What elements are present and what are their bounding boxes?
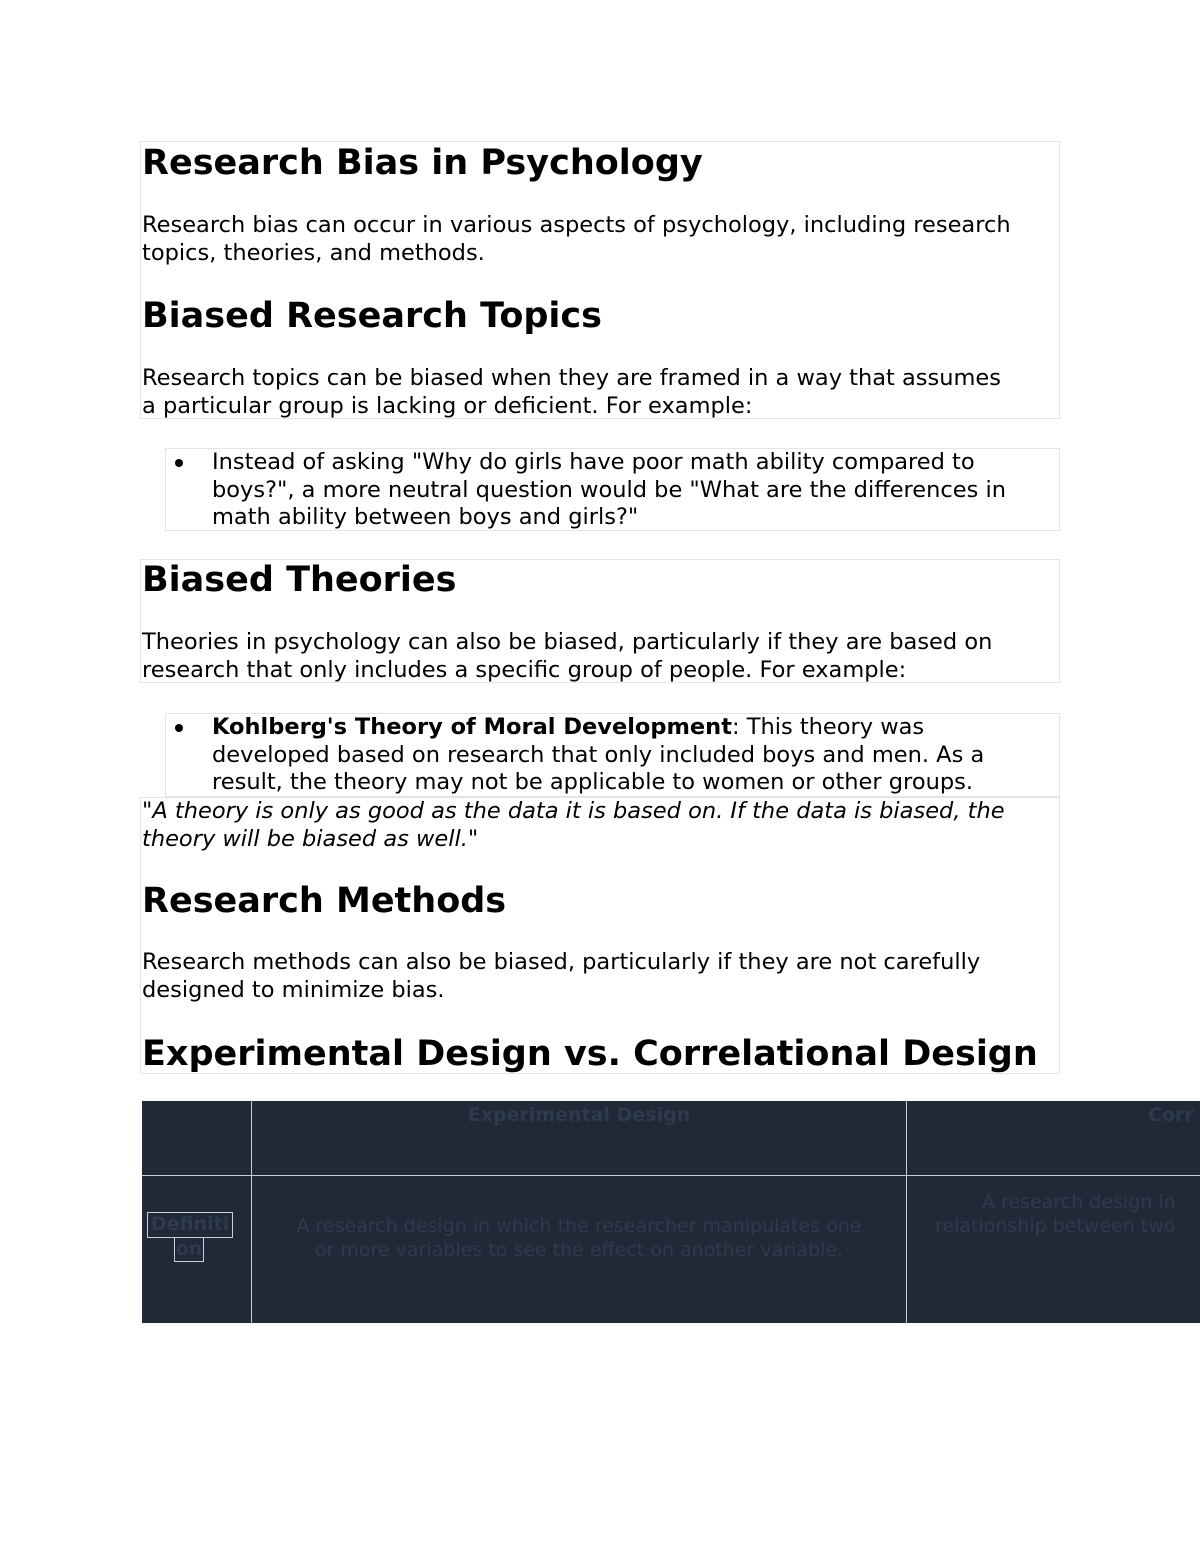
theories-bullet-item	[212, 714, 984, 797]
methods-line-2: designed to minimize bias.	[142, 977, 445, 1003]
topics-line-1: Research topics can be biased when they are framed in a way that assumes	[142, 365, 1001, 391]
correlational-definition-line-1: A research design in	[982, 1191, 1176, 1213]
topics-paragraph	[142, 364, 1057, 420]
table-header-correlational: Corr	[1148, 1104, 1194, 1126]
experimental-definition-cell	[252, 1214, 906, 1262]
intro-line-2: topics, theories, and methods.	[142, 240, 485, 266]
row-label-definition: Definiti	[147, 1212, 233, 1238]
theories-bullet-line-2: developed based on research that only included boys and men. As a	[212, 741, 985, 768]
methods-paragraph	[142, 948, 1057, 1004]
topics-line-2: a particular group is lacking or deficient. For example:	[142, 393, 753, 419]
topics-bullet-line-1: Instead of asking "Why do girls have poor math ability compared to	[212, 449, 975, 475]
table-column-divider	[251, 1101, 252, 1323]
theories-bullet-line-1	[212, 714, 984, 742]
comparison-heading: Experimental Design vs. Correlational Design	[142, 1034, 1038, 1074]
table-row-divider	[142, 1175, 1200, 1176]
table-header-experimental: Experimental Design	[467, 1104, 691, 1126]
theories-heading: Biased Theories	[142, 560, 457, 600]
intro-paragraph	[142, 211, 1057, 267]
theories-bullet-line-1-rest: : This theory was	[731, 714, 925, 740]
theories-paragraph	[142, 628, 1057, 684]
experimental-definition-line-2: or more variables to see the effect on another variable.	[314, 1239, 844, 1261]
theories-bullet-line-3: result, the theory may not be applicable to women or other groups.	[212, 769, 974, 795]
quote-line-1: "A theory is only as good as the data it is based on. If the data is biased, the	[142, 798, 1005, 824]
kohlberg-theory-name: Kohlberg's Theory of Moral Development	[212, 714, 732, 740]
methods-heading: Research Methods	[142, 881, 507, 921]
correlational-definition-cell	[935, 1190, 1176, 1238]
bullet-dot	[175, 459, 183, 467]
theories-line-2: research that only includes a specific group of people. For example:	[142, 657, 907, 683]
quote-line-2: theory will be biased as well."	[142, 826, 479, 852]
comparison-table	[142, 1101, 1200, 1323]
topics-bullet-item	[212, 449, 1006, 532]
experimental-definition-line-1: A research design in which the researcher manipulates one	[296, 1215, 862, 1237]
table-column-divider	[906, 1101, 907, 1323]
theories-line-1: Theories in psychology can also be biased, particularly if they are based on	[142, 629, 993, 655]
bullet-dot	[175, 724, 183, 732]
topics-bullet-line-3: math ability between boys and girls?"	[212, 504, 639, 530]
theory-quote	[142, 797, 1005, 853]
methods-line-1: Research methods can also be biased, particularly if they are not carefully	[142, 949, 981, 975]
intro-line-1: Research bias can occur in various aspects of psychology, including research	[142, 212, 1011, 238]
topics-bullet-line-2: boys?", a more neutral question would be "What are the differences in	[212, 476, 1007, 503]
topics-heading: Biased Research Topics	[142, 296, 602, 336]
row-label-definition-cont: on	[175, 1238, 203, 1260]
page-title: Research Bias in Psychology	[142, 143, 703, 183]
correlational-definition-line-2: relationship between two	[935, 1215, 1176, 1237]
